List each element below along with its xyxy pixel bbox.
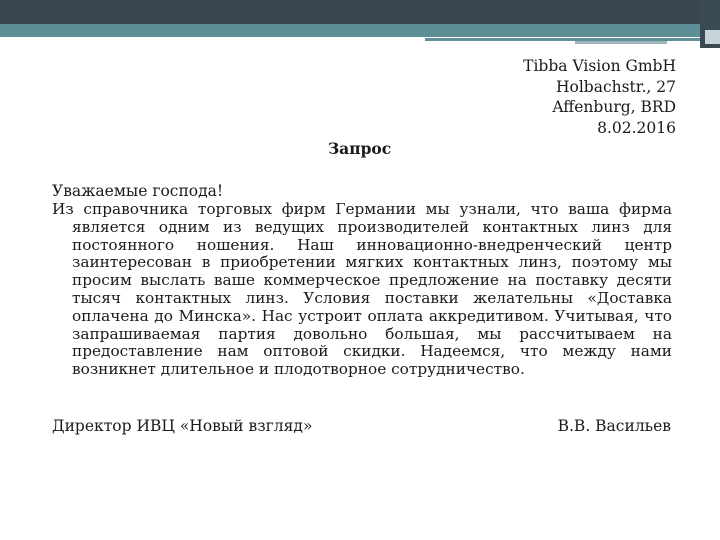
recipient-address: [523, 56, 676, 138]
header-band-dark: [0, 0, 700, 24]
header-band-teal: [0, 24, 700, 37]
letter-date: 8.02.2016: [597, 118, 676, 137]
letter-body-paragraph: Из справочника торговых фирм Германии мы узнали, что ваша фирма является одним из ведущих производителей контактных линз для постоянного ношения. Наш инновационно-внедренческий центр заинтересован в приобретении мягких контактных линз, поэтому мы просим выслать ваше коммерческое предложение на поставку десяти тысяч контактных линз. Условия поставки желательны «Доставка оплачена до Минска». Нас устроит оплата аккредитивом. Учитывая, что запрашиваемая партия довольно большая, мы рассчитываем на предоставление нам оптовой скидки. Надеемся, что между нами возникнет длительное и плодотворное сотрудничество.: [52, 200, 672, 379]
signature-name: В.В. Васильев: [557, 417, 671, 435]
signature-position: Директор ИВЦ «Новый взгляд»: [52, 417, 313, 435]
address-company: Tibba Vision GmbH: [523, 57, 676, 75]
letter-greeting: Уважаемые господа!: [52, 182, 224, 200]
letter-body: [52, 201, 672, 379]
header-band-right-accent: [705, 30, 720, 44]
slide-header-bar: [0, 0, 720, 48]
header-underline-light: [575, 41, 667, 44]
address-city: Affenburg, BRD: [552, 98, 676, 116]
address-street: Holbachstr., 27: [555, 77, 676, 96]
letter-title: Запрос: [328, 139, 392, 158]
